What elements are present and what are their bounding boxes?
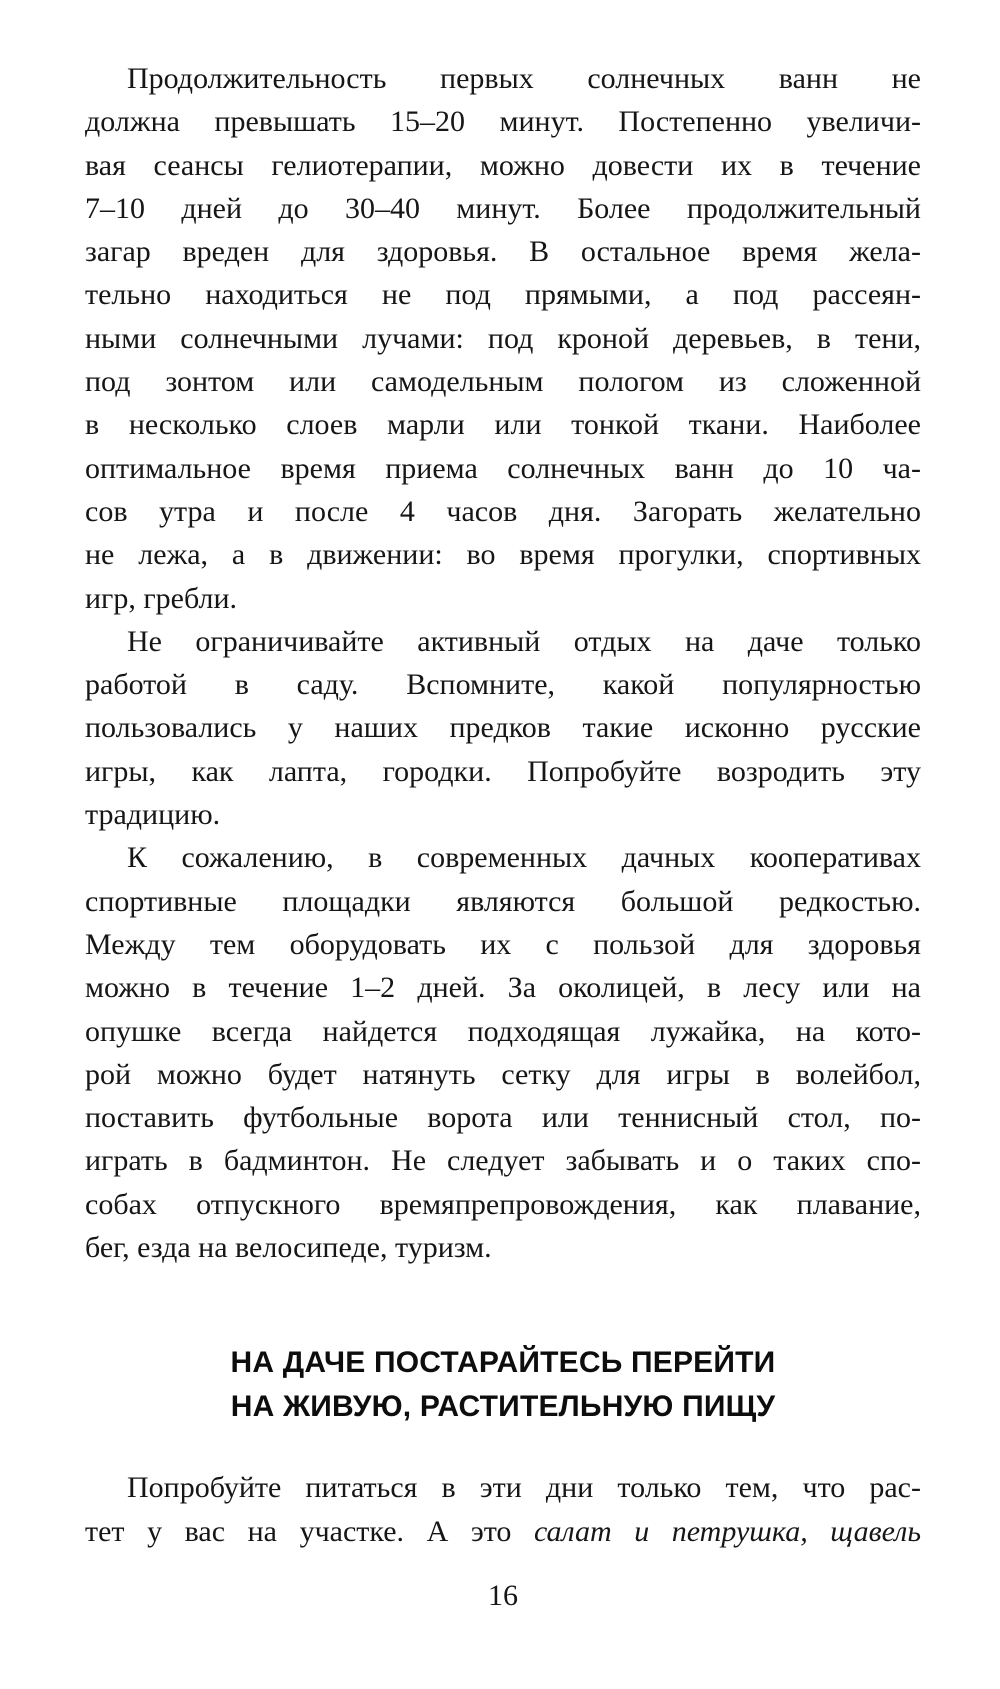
section-heading-line-1: НА ДАЧЕ ПОСТАРАЙТЕСЬ ПЕРЕЙТИ — [230, 1346, 776, 1380]
text-line: игры, как лапта, городки. Попробуйте возродить эту — [85, 754, 921, 788]
text-line: не лежа, а в движении: во время прогулки, спортивных — [85, 538, 921, 572]
text-line: загар вреден для здоровья. В остальное время жела- — [85, 235, 921, 269]
text-line: играть в бадминтон. Не следует забывать и о таких спо- — [85, 1144, 921, 1178]
text-segment: тет у вас на участке. А это — [85, 1514, 534, 1548]
text-line: Попробуйте питаться в эти дни только тем, что рас- — [127, 1471, 921, 1505]
text-line: опушке всегда найдется подходящая лужайка, на кото- — [85, 1014, 921, 1048]
text-line: Между тем оборудовать их с пользой для здоровья — [85, 927, 921, 961]
text-line: 7–10 дней до 30–40 минут. Более продолжительный — [85, 191, 921, 225]
text-line: Не ограничивайте активный отдых на даче только — [127, 624, 921, 658]
text-line: под зонтом или самодельным пологом из сложенной — [85, 365, 921, 399]
text-line: пользовались у наших предков такие исконно русские — [85, 711, 921, 745]
paragraph-active-rest — [85, 620, 921, 836]
text-line: в несколько слоев марли или тонкой ткани. Наиболее — [85, 408, 921, 442]
paragraph-plant-food — [85, 1466, 921, 1553]
text-line: спортивные площадки являются большой редкостью. — [85, 884, 921, 918]
text-line: работой в саду. Вспомните, какой популярностью — [85, 668, 921, 702]
text-line: игр, гребли. — [85, 581, 238, 615]
text-line: традицию. — [85, 798, 221, 832]
text-line: ными солнечными лучами: под кроной деревьев, в тени, — [85, 321, 921, 355]
text-line: собах отпускного времяпрепровождения, как плавание, — [85, 1187, 921, 1221]
text-line: К сожалению, в современных дачных кооперативах — [127, 841, 921, 875]
italic-phrase: салат и петрушка, щавель — [533, 1514, 921, 1548]
section-heading — [85, 1341, 921, 1429]
text-line: поставить футбольные ворота или теннисный стол, по- — [85, 1101, 921, 1135]
text-line: Продолжительность первых солнечных ванн не — [127, 62, 921, 95]
text-line — [85, 1510, 921, 1553]
paragraph-sports-grounds — [85, 836, 921, 1269]
page-text — [85, 57, 921, 1614]
text-line: должна превышать 15–20 минут. Постепенно увеличи- — [85, 105, 921, 139]
text-line: сов утра и после 4 часов дня. Загорать желательно — [85, 494, 921, 528]
text-line: можно в течение 1–2 дней. За околицей, в лесу или на — [85, 971, 921, 1005]
page-number: 16 — [488, 1578, 518, 1612]
text-line: бег, езда на велосипеде, туризм. — [85, 1231, 492, 1265]
text-line: тельно находиться не под прямыми, а под рассеян- — [85, 278, 921, 312]
text-line: вая сеансы гелиотерапии, можно довести их в течение — [85, 148, 921, 182]
text-line: рой можно будет натянуть сетку для игры в волейбол, — [85, 1057, 921, 1091]
section-heading-line-2: НА ЖИВУЮ, РАСТИТЕЛЬНУЮ ПИЩУ — [230, 1390, 776, 1424]
paragraph-sunbathing — [85, 57, 921, 620]
text-line: оптимальное время приема солнечных ванн до 10 ча- — [85, 451, 921, 485]
